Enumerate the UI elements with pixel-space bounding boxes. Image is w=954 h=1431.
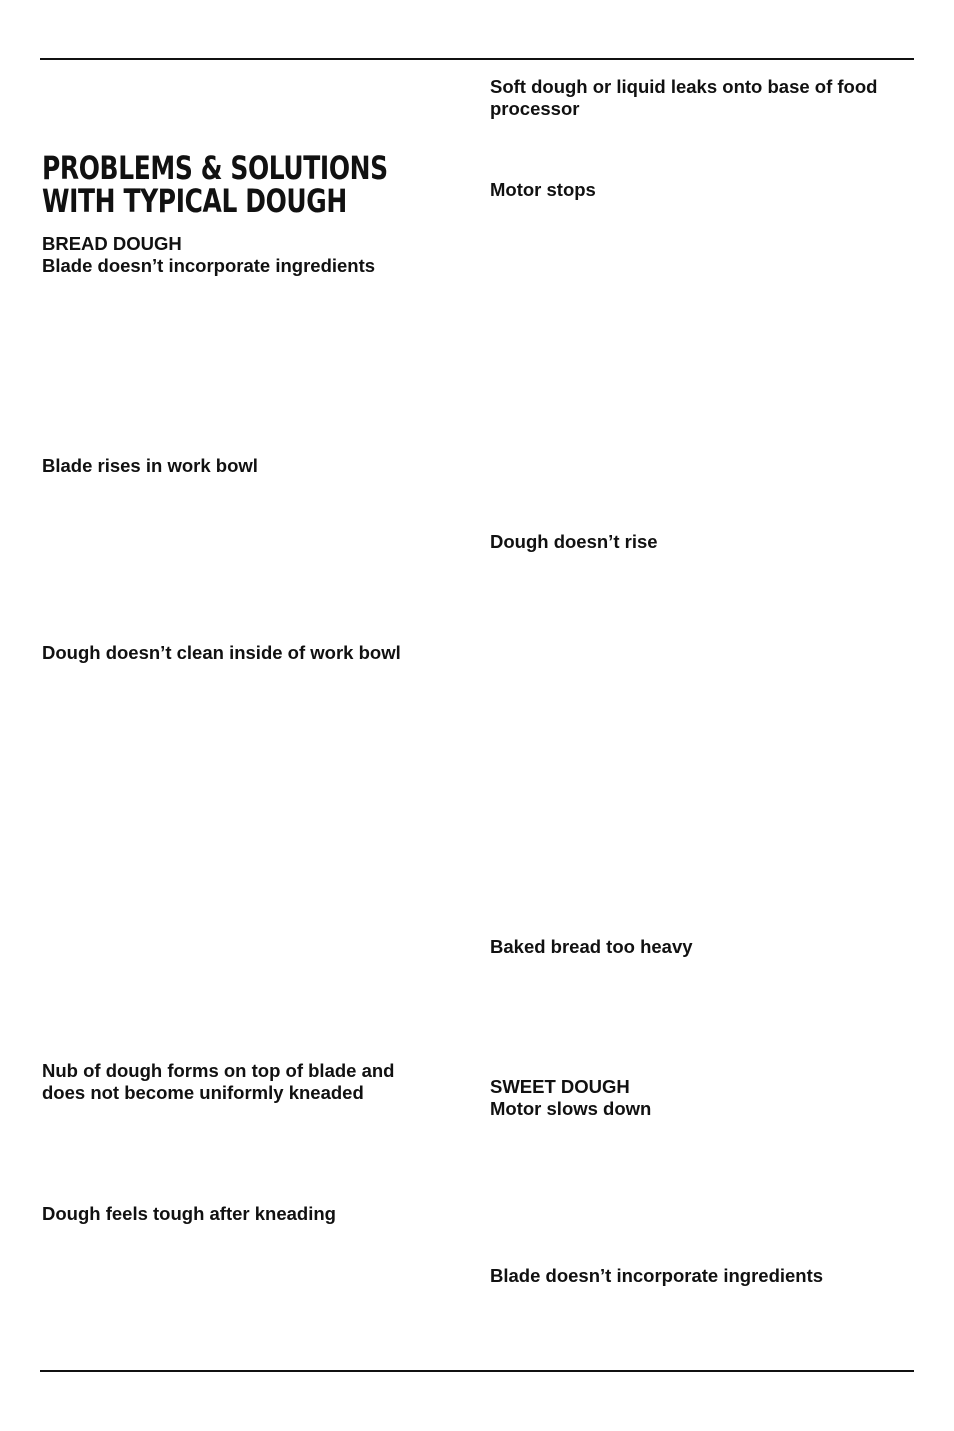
problem-nub-of-dough xyxy=(42,1060,462,1104)
problem-baked-bread-too-heavy-text: Baked bread too heavy xyxy=(490,936,693,957)
problem-dough-doesnt-clean-bowl-text: Dough doesn’t clean inside of work bowl xyxy=(42,642,401,663)
sweet-dough-section xyxy=(490,1076,920,1120)
problem-blade-rises xyxy=(42,455,462,477)
page-title-line-2: WITH TYPICAL DOUGH xyxy=(42,182,347,220)
problem-soft-dough-leaks xyxy=(490,76,920,120)
problem-blade-doesnt-incorporate: Blade doesn’t incorporate ingredients xyxy=(42,255,376,276)
problem-sweet-blade-doesnt-incorporate-text: Blade doesn’t incorporate ingredients xyxy=(490,1265,824,1286)
section-heading-bread-dough: BREAD DOUGH xyxy=(42,233,182,254)
problem-sweet-blade-doesnt-incorporate xyxy=(490,1265,920,1287)
problem-motor-stops xyxy=(490,179,920,201)
problem-dough-doesnt-clean-bowl xyxy=(42,642,462,664)
problem-dough-doesnt-rise xyxy=(490,531,920,553)
bread-dough-section xyxy=(42,233,462,277)
problem-soft-dough-leaks-line-1: Soft dough or liquid leaks onto base of food xyxy=(490,76,878,97)
problem-nub-of-dough-line-1: Nub of dough forms on top of blade and xyxy=(42,1060,395,1081)
problem-soft-dough-leaks-line-2: processor xyxy=(490,98,580,119)
problem-motor-slows-down: Motor slows down xyxy=(490,1098,652,1119)
problem-motor-stops-text: Motor stops xyxy=(490,179,596,200)
bottom-rule xyxy=(40,1370,914,1372)
problem-blade-rises-text: Blade rises in work bowl xyxy=(42,455,258,476)
problem-dough-doesnt-rise-text: Dough doesn’t rise xyxy=(490,531,658,552)
problem-baked-bread-too-heavy xyxy=(490,936,920,958)
section-heading-sweet-dough: SWEET DOUGH xyxy=(490,1076,630,1097)
problem-dough-feels-tough-text: Dough feels tough after kneading xyxy=(42,1203,336,1224)
problem-dough-feels-tough xyxy=(42,1203,462,1225)
page-title-line-1: PROBLEMS & SOLUTIONS xyxy=(42,149,388,187)
problem-nub-of-dough-line-2: does not become uniformly kneaded xyxy=(42,1082,364,1103)
top-rule xyxy=(40,58,914,60)
page-title xyxy=(42,149,388,220)
